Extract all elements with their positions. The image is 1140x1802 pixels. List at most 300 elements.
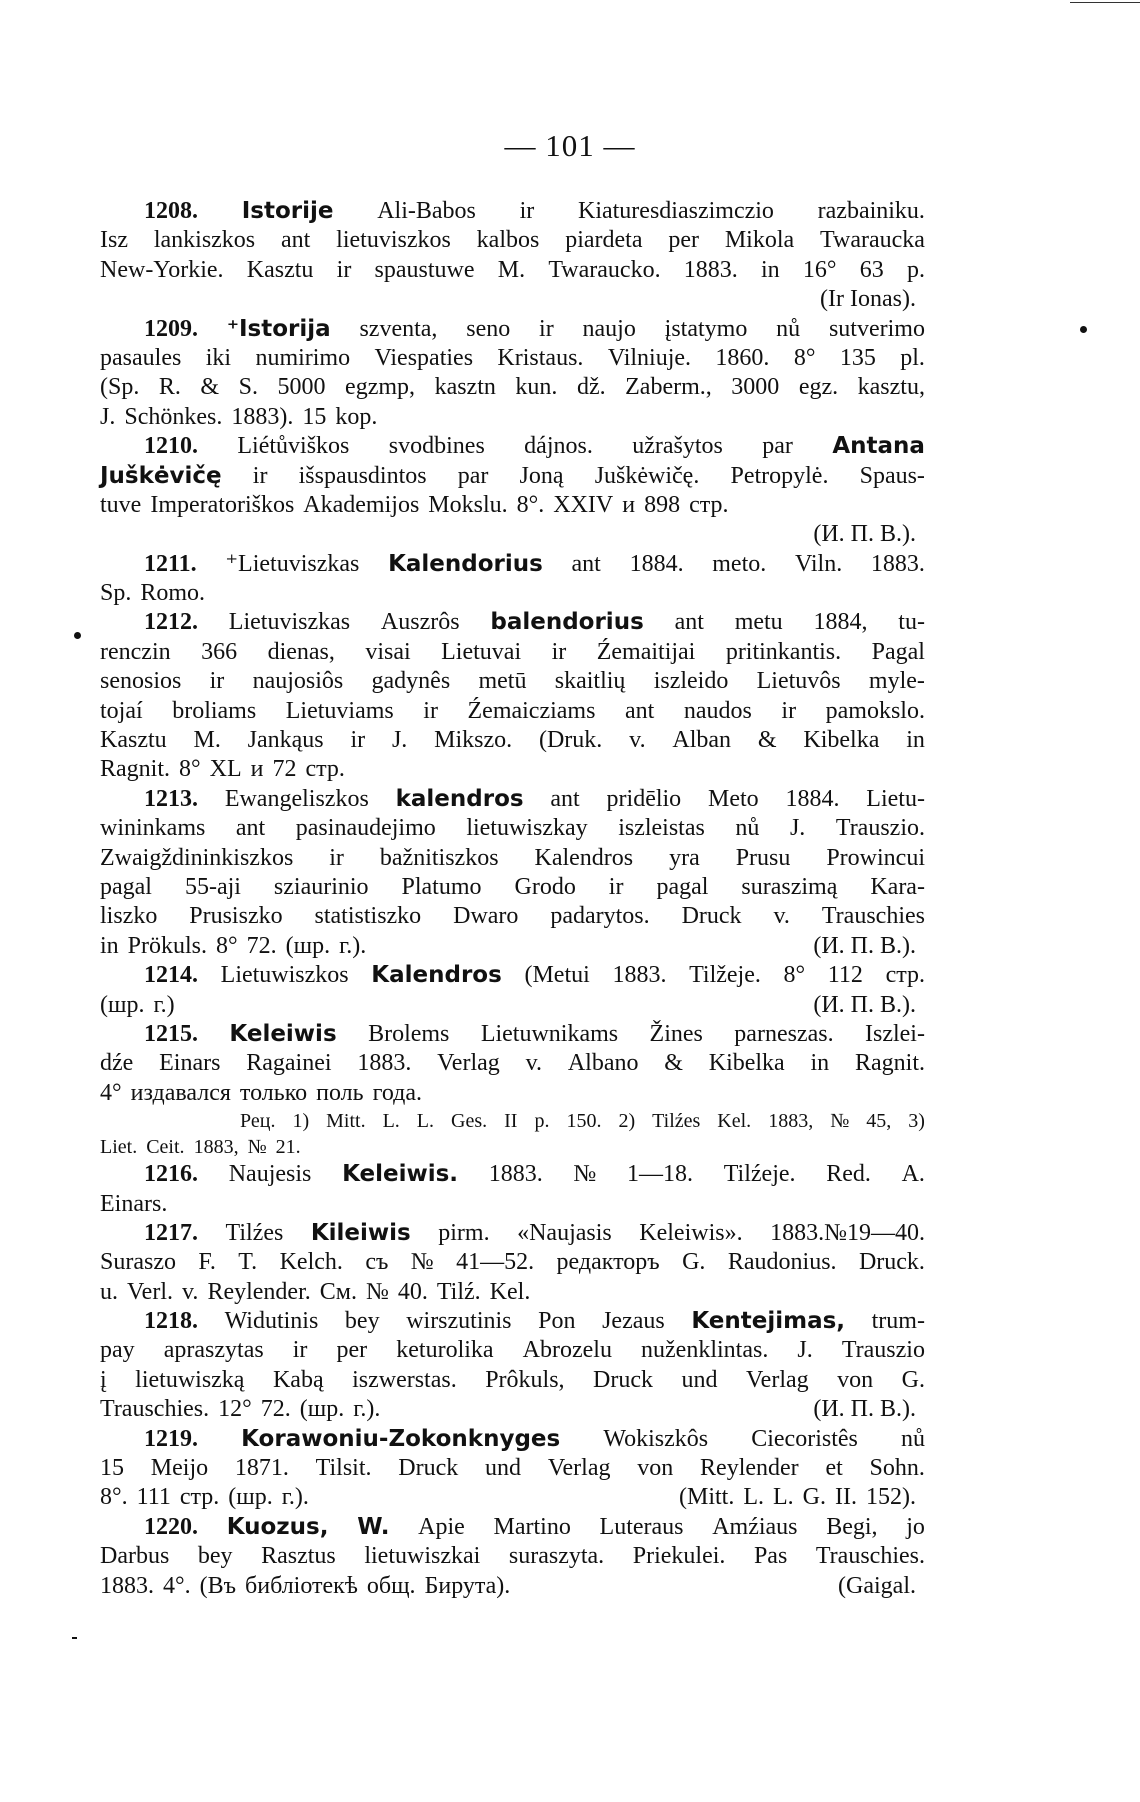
word: padarytos. bbox=[550, 903, 650, 930]
text-line bbox=[100, 1108, 925, 1134]
word: ant bbox=[235, 815, 266, 842]
text-line bbox=[100, 902, 925, 931]
word: Viespaties bbox=[374, 344, 474, 371]
word: iszleistas bbox=[618, 815, 705, 842]
word: (И. П. В.). bbox=[813, 1396, 916, 1423]
word: Žines bbox=[649, 1020, 703, 1047]
word: skaitlių bbox=[554, 668, 626, 695]
word: (Druk. bbox=[538, 727, 603, 754]
word: spaustuwe bbox=[374, 256, 475, 283]
text-line bbox=[100, 697, 925, 726]
word: 21. bbox=[275, 1136, 301, 1159]
word: Lietuvai bbox=[441, 638, 522, 665]
word: 40. bbox=[397, 1278, 428, 1305]
word: «Naujasis bbox=[517, 1219, 612, 1246]
word: № bbox=[247, 1136, 267, 1159]
word: Tilźes bbox=[225, 1219, 284, 1246]
word: iszleido bbox=[653, 668, 729, 695]
text-line bbox=[100, 991, 925, 1020]
word: 72. bbox=[260, 1396, 291, 1423]
word: г.). bbox=[339, 932, 367, 959]
word: 72 bbox=[272, 756, 297, 783]
word: Lietuwnikams bbox=[480, 1020, 619, 1047]
text-line bbox=[100, 1134, 925, 1160]
word: Luteraus bbox=[599, 1513, 684, 1540]
word: (шр. bbox=[285, 932, 331, 959]
word: pamokslo. bbox=[825, 697, 925, 724]
text-line bbox=[100, 1079, 925, 1108]
text-line bbox=[100, 1248, 925, 1277]
word: Druck bbox=[593, 1366, 654, 1393]
top-edge-rule bbox=[1070, 2, 1140, 3]
word: M. bbox=[497, 256, 526, 283]
word: ant bbox=[674, 609, 704, 636]
word: nů bbox=[735, 815, 760, 842]
text-line bbox=[100, 1483, 925, 1512]
text-line bbox=[100, 726, 925, 755]
word: Kibelka bbox=[708, 1050, 785, 1077]
word: 5000 bbox=[277, 374, 326, 401]
line-spacer bbox=[539, 1278, 925, 1307]
word: sutverimo bbox=[828, 315, 925, 342]
word: pritinkantis. bbox=[725, 638, 842, 665]
word: ir bbox=[551, 638, 567, 665]
word: 1883, bbox=[768, 1110, 814, 1133]
text-line bbox=[100, 1513, 925, 1542]
word: Pon bbox=[538, 1308, 576, 1335]
text-line bbox=[100, 1219, 925, 1248]
word: 15 bbox=[302, 403, 327, 430]
word: № bbox=[573, 1161, 597, 1188]
bibliography-entries bbox=[100, 197, 925, 1601]
word: Zwaigždininkiszkos bbox=[100, 844, 294, 871]
word: (Metui bbox=[524, 962, 590, 989]
word: broliams bbox=[172, 697, 257, 724]
word: Keleiwis». bbox=[639, 1219, 743, 1246]
word: F. bbox=[198, 1249, 216, 1276]
word: XXIV bbox=[553, 491, 614, 518]
word: Rasztus bbox=[261, 1543, 336, 1570]
word: & bbox=[200, 374, 220, 401]
word: 12° bbox=[218, 1396, 252, 1423]
text-line bbox=[100, 755, 925, 784]
word: kasztu, bbox=[857, 374, 925, 401]
word: Бирута). bbox=[424, 1572, 511, 1599]
word: u. bbox=[100, 1278, 118, 1305]
word: Druck bbox=[398, 1455, 459, 1482]
text-line bbox=[100, 844, 925, 873]
word: v. bbox=[773, 903, 790, 930]
word: Red. bbox=[826, 1161, 871, 1188]
word: von bbox=[837, 1366, 874, 1393]
word: Druck bbox=[681, 903, 742, 930]
entry-number: 1212. bbox=[144, 609, 198, 636]
word: Tilź. bbox=[436, 1278, 481, 1305]
entry-keyword: Juškėvičę bbox=[100, 462, 222, 489]
word: Reylender. bbox=[207, 1278, 311, 1305]
word: Trauszio bbox=[841, 1337, 925, 1364]
word: wirszutinis bbox=[406, 1308, 512, 1335]
word: 111 bbox=[136, 1484, 171, 1511]
word: Ciecoristês bbox=[751, 1425, 858, 1452]
word: und bbox=[681, 1366, 718, 1393]
word: 8°. bbox=[100, 1484, 128, 1511]
word: lietuwiszkay bbox=[466, 815, 588, 842]
entry-keyword: Kuozus, bbox=[226, 1513, 329, 1540]
word: Prökuls. bbox=[127, 932, 208, 959]
text-line bbox=[100, 873, 925, 902]
word: J. bbox=[391, 727, 408, 754]
word: (Mitt. bbox=[678, 1484, 735, 1511]
word: 135 bbox=[839, 344, 876, 371]
word: ir bbox=[608, 873, 624, 900]
word: 63 bbox=[859, 256, 884, 283]
word: Prowincui bbox=[826, 844, 925, 871]
word: редакторъ bbox=[556, 1249, 660, 1276]
word: naujosiôs bbox=[252, 668, 344, 695]
entry-keyword: Kentejimas, bbox=[691, 1308, 846, 1335]
word: ir bbox=[519, 198, 535, 224]
text-line bbox=[100, 226, 925, 255]
word: metū bbox=[478, 668, 527, 695]
word: (И. П. В.). bbox=[813, 521, 916, 548]
word: ir bbox=[329, 844, 344, 871]
entry-number: 1210. bbox=[144, 433, 198, 460]
word: 1883. bbox=[612, 962, 667, 989]
word: trum- bbox=[871, 1308, 925, 1335]
word: suraszimą bbox=[741, 873, 838, 900]
word: № bbox=[410, 1249, 434, 1276]
word: metu bbox=[734, 609, 783, 636]
word: T. bbox=[238, 1249, 258, 1276]
entry-number: 1209. bbox=[144, 315, 198, 342]
word: visai bbox=[365, 638, 411, 665]
word: г.). bbox=[353, 1396, 381, 1423]
entry-keyword: Keleiwis. bbox=[342, 1161, 459, 1188]
word: стр. bbox=[885, 962, 925, 989]
line-spacer bbox=[214, 579, 925, 608]
word: Meto bbox=[708, 785, 759, 812]
word: издавался bbox=[130, 1079, 231, 1106]
word: 1883. bbox=[357, 1050, 412, 1077]
word: Ragnit. bbox=[100, 756, 170, 783]
word: Sohn. bbox=[869, 1455, 925, 1482]
word: только bbox=[239, 1079, 308, 1106]
word: 72. bbox=[246, 932, 277, 959]
word: (шр. bbox=[100, 991, 145, 1018]
word: Isz​lei- bbox=[865, 1020, 925, 1047]
word: v. bbox=[629, 727, 646, 754]
word: (И. П. В.). bbox=[813, 932, 916, 959]
page-number: — 101 — bbox=[504, 128, 636, 163]
word: 1—18. bbox=[627, 1161, 694, 1188]
word: von bbox=[637, 1455, 674, 1482]
word: ant bbox=[281, 227, 311, 254]
word: in bbox=[100, 932, 119, 959]
word: 3000 bbox=[731, 374, 780, 401]
text-line bbox=[100, 432, 925, 461]
entry-keyword: Korawoniu-Zokonknyges bbox=[241, 1425, 561, 1452]
line-spacer bbox=[386, 403, 925, 432]
word: (шр. bbox=[299, 1396, 345, 1423]
word: (Gaigal. bbox=[838, 1572, 916, 1599]
line-spacer bbox=[176, 1190, 925, 1219]
text-line bbox=[100, 1336, 925, 1365]
word: & bbox=[757, 727, 777, 754]
text-line bbox=[100, 256, 925, 285]
entry-number: 1218. bbox=[144, 1308, 198, 1335]
word: tuve bbox=[100, 491, 142, 518]
word: Einars bbox=[159, 1050, 221, 1077]
word: razbainiku. bbox=[817, 198, 925, 224]
word: 898 bbox=[644, 491, 681, 518]
entry-number: 1216. bbox=[144, 1161, 198, 1188]
word: ir bbox=[350, 727, 366, 754]
word: numirimo bbox=[255, 344, 351, 371]
word: 1871. bbox=[234, 1455, 289, 1482]
word: dźe bbox=[100, 1050, 134, 1077]
word: Widutinis bbox=[224, 1308, 319, 1335]
word: užrašytos bbox=[632, 433, 723, 460]
word: Darbus bbox=[100, 1543, 170, 1570]
word: Źemaitijai bbox=[596, 638, 696, 665]
text-line bbox=[100, 1278, 925, 1307]
word: ir bbox=[539, 315, 554, 342]
word: Mokslu. bbox=[428, 491, 508, 518]
word: II bbox=[504, 1110, 518, 1133]
word: G. bbox=[802, 1484, 827, 1511]
word: Lietuvôs bbox=[756, 668, 841, 695]
word: yra bbox=[669, 844, 700, 871]
word: Trauschies bbox=[821, 903, 925, 930]
word: meto. bbox=[712, 550, 767, 577]
word: Kabą bbox=[272, 1366, 324, 1393]
text-line bbox=[100, 315, 925, 344]
word: Brolems bbox=[368, 1020, 450, 1047]
word: svodbines bbox=[388, 433, 485, 460]
word: J. bbox=[100, 403, 116, 430]
word: dž. bbox=[576, 374, 606, 401]
word: Mikola bbox=[724, 227, 795, 254]
word: sziaurinio bbox=[273, 873, 369, 900]
word: pirm. bbox=[438, 1219, 490, 1246]
word: įstatymo bbox=[664, 315, 748, 342]
word: Grodo bbox=[514, 873, 576, 900]
word: apraszytas bbox=[163, 1337, 264, 1364]
text-line bbox=[100, 1366, 925, 1395]
word: 1860. bbox=[715, 344, 770, 371]
word: G. bbox=[682, 1249, 706, 1276]
word: 4° bbox=[100, 1079, 122, 1106]
word: keturolika bbox=[396, 1337, 494, 1364]
word: per bbox=[668, 227, 699, 254]
word: A. bbox=[901, 1161, 925, 1188]
word: 8°. bbox=[516, 491, 545, 518]
word: Isz bbox=[100, 227, 128, 254]
word: kun. bbox=[515, 374, 558, 401]
word: lietuviszkos bbox=[336, 227, 451, 254]
word: 1883. bbox=[100, 1572, 154, 1599]
word: XL bbox=[209, 756, 242, 783]
word: myle- bbox=[868, 668, 925, 695]
text-line bbox=[100, 1542, 925, 1571]
word: ant bbox=[624, 697, 655, 724]
word: par bbox=[457, 462, 489, 489]
word: Prôkuls, bbox=[485, 1366, 565, 1393]
word: Kasztu bbox=[246, 256, 314, 283]
word: R. bbox=[158, 374, 181, 401]
entry-number: 1211. bbox=[144, 550, 197, 577]
margin-dot bbox=[1080, 326, 1087, 333]
entry-number: 1220. bbox=[144, 1513, 198, 1540]
word: v. bbox=[525, 1050, 543, 1077]
word: iszwerstas. bbox=[352, 1366, 457, 1393]
word: 3) bbox=[908, 1110, 925, 1133]
word: v. bbox=[181, 1278, 199, 1305]
word: Sp. bbox=[100, 580, 132, 607]
word: Wokiszkôs bbox=[603, 1425, 709, 1452]
margin-dot bbox=[74, 632, 81, 639]
word: поль bbox=[316, 1079, 364, 1106]
word: № bbox=[365, 1278, 389, 1305]
word: 1883. bbox=[683, 256, 738, 283]
word: J. bbox=[797, 1337, 813, 1364]
word: Liet. bbox=[100, 1136, 138, 1159]
word: Zaberm., bbox=[625, 374, 712, 401]
word: nuženklintas. bbox=[641, 1337, 769, 1364]
word: См. bbox=[319, 1278, 357, 1305]
word: ir bbox=[423, 697, 438, 724]
word: Trauschies. bbox=[815, 1543, 925, 1570]
text-line bbox=[100, 1572, 925, 1601]
word: G. bbox=[901, 1366, 925, 1393]
word: parneszas. bbox=[734, 1020, 834, 1047]
word: Tilžeje. bbox=[689, 962, 761, 989]
word: bey bbox=[197, 1543, 233, 1570]
word: и bbox=[622, 491, 636, 518]
text-line bbox=[100, 285, 925, 314]
word: pasaules bbox=[100, 344, 182, 371]
entry-keyword: kalendros bbox=[395, 785, 524, 812]
word: seno bbox=[466, 315, 511, 342]
word: 8° bbox=[179, 756, 201, 783]
word: Alban bbox=[672, 727, 732, 754]
word: Imperatoriškos bbox=[150, 491, 295, 518]
word: Kibelka bbox=[803, 727, 880, 754]
word: renczin bbox=[100, 638, 171, 665]
line-spacer bbox=[375, 932, 813, 961]
word: 8° bbox=[216, 932, 238, 959]
word: statistiszko bbox=[314, 903, 422, 930]
word: Druck. bbox=[858, 1249, 925, 1276]
word: стр. bbox=[179, 1484, 220, 1511]
word: (Sp. bbox=[100, 374, 140, 401]
text-line bbox=[100, 579, 925, 608]
word: Ges. bbox=[451, 1110, 488, 1133]
word: nů bbox=[901, 1425, 925, 1452]
word: II. bbox=[835, 1484, 857, 1511]
word: kasztn bbox=[434, 374, 496, 401]
entry-keyword: Kalendros bbox=[371, 962, 502, 989]
word: Petropylė. bbox=[730, 462, 829, 489]
word: 1883.№19—40. bbox=[770, 1219, 925, 1246]
word: Auszrôs bbox=[380, 609, 460, 636]
word: naujo bbox=[582, 315, 636, 342]
line-spacer bbox=[318, 1483, 679, 1512]
word: Joną bbox=[519, 462, 564, 489]
word: p. bbox=[534, 1110, 550, 1133]
word: Tilźeje. bbox=[723, 1161, 796, 1188]
word: Kalendros bbox=[534, 844, 634, 871]
text-line bbox=[100, 373, 925, 402]
word: Verlag bbox=[746, 1366, 809, 1393]
word: г.) bbox=[153, 991, 175, 1018]
word: Trauschies. bbox=[100, 1396, 210, 1423]
word: Lietu- bbox=[866, 785, 925, 812]
text-line bbox=[100, 932, 925, 961]
word: Apie bbox=[418, 1513, 465, 1540]
line-spacer bbox=[738, 491, 925, 520]
word: senosios bbox=[100, 668, 182, 695]
word: dienas, bbox=[267, 638, 335, 665]
line-spacer bbox=[389, 1395, 813, 1424]
word: Reylender bbox=[700, 1455, 799, 1482]
word: Verlag bbox=[437, 1050, 500, 1077]
word: съ bbox=[365, 1249, 389, 1276]
word: lietuwiszką bbox=[135, 1366, 245, 1393]
word: ir bbox=[781, 697, 797, 724]
word: Schönkes. bbox=[124, 403, 223, 430]
word: in bbox=[761, 256, 780, 283]
word: Kiaturesdiaszimczio bbox=[577, 198, 774, 224]
word: piardeta bbox=[565, 227, 643, 254]
word: Spaus- bbox=[859, 462, 925, 489]
word: kalbos bbox=[476, 227, 540, 254]
word: ir bbox=[209, 668, 225, 695]
word: in bbox=[810, 1050, 830, 1077]
word: 366 bbox=[201, 638, 238, 665]
word: Prusu bbox=[735, 844, 791, 871]
word: und bbox=[485, 1455, 522, 1482]
word: egz. bbox=[798, 374, 839, 401]
word: Vilniuje. bbox=[607, 344, 692, 371]
word: suraszyta. bbox=[508, 1543, 605, 1570]
word: Platumo bbox=[401, 873, 482, 900]
word: gadynês bbox=[371, 668, 451, 695]
entry-keyword: Kalendorius bbox=[388, 550, 543, 577]
word: стр. bbox=[305, 756, 345, 783]
word: 1884. bbox=[785, 785, 840, 812]
word: 8° bbox=[783, 962, 806, 989]
word: Albano bbox=[567, 1050, 639, 1077]
word: г.). bbox=[281, 1484, 309, 1511]
word: Pagal bbox=[871, 638, 925, 665]
text-line bbox=[100, 1020, 925, 1049]
word: Romo. bbox=[140, 580, 206, 607]
word: 1884. bbox=[629, 550, 684, 577]
word: dájnos. bbox=[524, 433, 593, 460]
word: Raudonius. bbox=[727, 1249, 837, 1276]
line-spacer bbox=[431, 1079, 925, 1108]
word: Ewangeliszkos bbox=[224, 785, 369, 812]
entry-number: 1215. bbox=[144, 1020, 198, 1047]
word: Prusiszko bbox=[189, 903, 283, 930]
word: pay bbox=[100, 1337, 135, 1364]
text-line bbox=[100, 1454, 925, 1483]
word: iki bbox=[205, 344, 232, 371]
word: Jezaus bbox=[602, 1308, 665, 1335]
word: pl. bbox=[900, 344, 925, 371]
